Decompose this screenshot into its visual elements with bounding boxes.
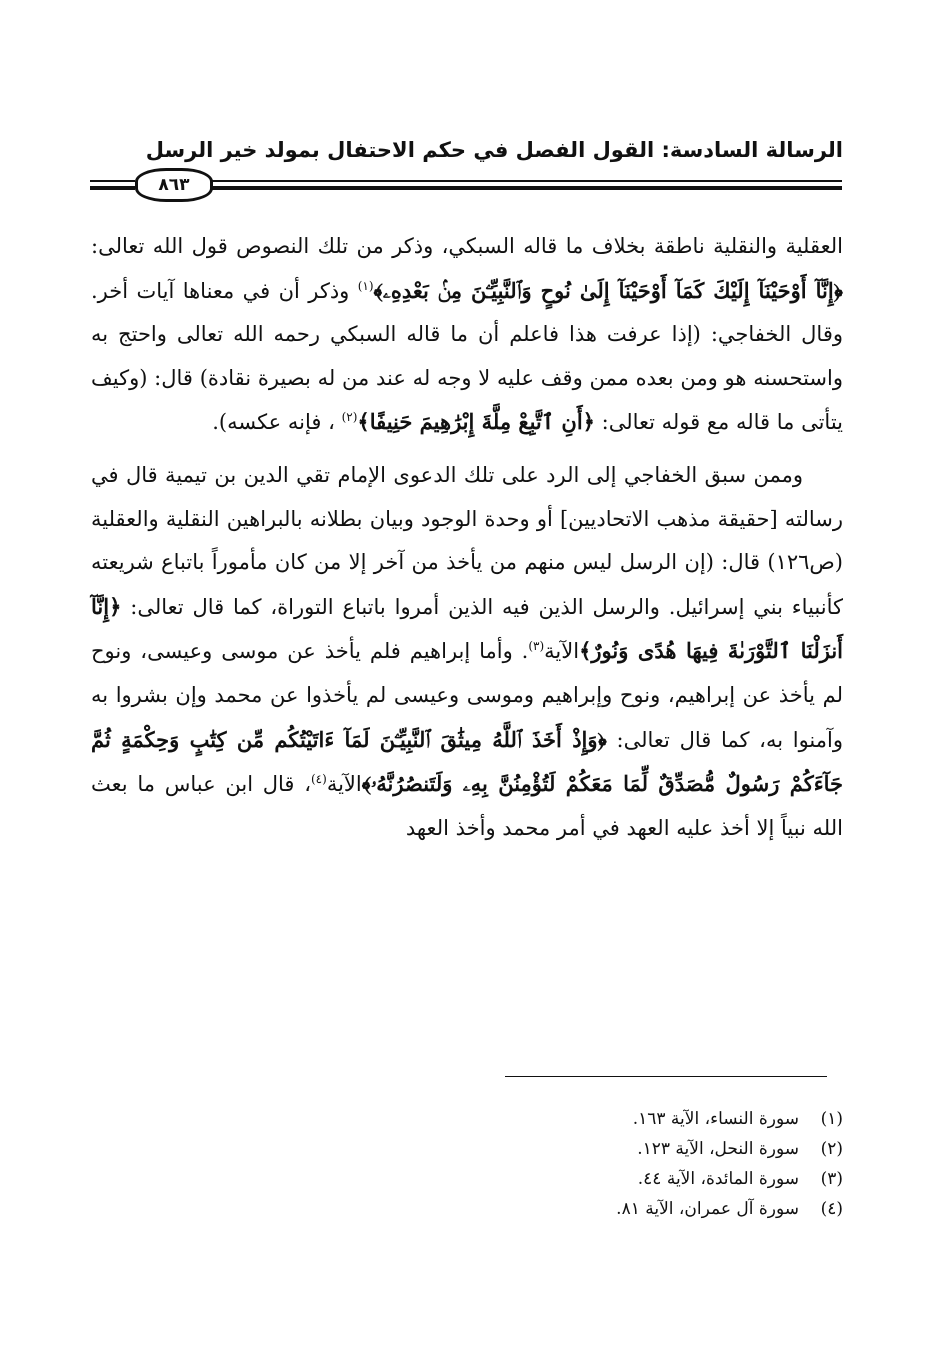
footnote-text: سورة النساء، الآية ١٦٣. xyxy=(632,1109,799,1129)
footnote-number: (٤) xyxy=(820,1199,843,1219)
p1-text-b: وذكر أن في معناها آيات أخر. وقال الخفاجي: (إذا عرفت هذا فاعلم أن ما قاله السبكي رحمه الله تعالى واحتج به واستحسنه هو ومن بعده ممن وقف عليه لا وجه له عند من له بصيرة نقادة) قال: (وكيف يتأتى ما قاله مع قوله تعالى: xyxy=(91,278,843,435)
footnote-number: (١) xyxy=(820,1109,843,1129)
footnote-number: (٣) xyxy=(820,1169,843,1189)
p2-text-e: الآية xyxy=(326,772,362,797)
paragraph-2 xyxy=(91,454,843,850)
footnote-item xyxy=(243,1194,843,1224)
footnote-text: سورة المائدة، الآية ٤٤. xyxy=(637,1169,799,1189)
footnote-ref-3[interactable]: (٣) xyxy=(528,639,545,654)
running-header-title: الرسالة السادسة: القول الفصل في حكم الاحتفال بمولد خير الرسل xyxy=(145,138,843,162)
quran-quote-1: ﴿إِنَّآ أَوْحَيْنَآ إِلَيْكَ كَمَآ أَوْحَيْنَآ إِلَىٰ نُوحٍ وَٱلنَّبِيِّـۧنَ مِنۢ بَعْدِهِۦ﴾ xyxy=(373,277,843,303)
p2-text-a: وممن سبق الخفاجي إلى الرد على تلك الدعوى الإمام تقي الدين بن تيمية قال في رسالته [حقيقة مذهب الاتحاديين] أو وحدة الوجود وبيان بطلانه بالبراهين النقلية والعقلية (ص١٢٦) قال: (إن الرسل ليس منهم من يأخذ من آخر إلا من كان مأموراً باتباع شريعته كأنبياء بني إسرائيل. والرسل الذين فيه الذين أمروا باتباع التوراة، كما قال تعالى: xyxy=(91,462,843,619)
footnote-ref-1[interactable]: (١) xyxy=(357,278,374,293)
page-number: ٨٦٣ xyxy=(135,168,213,202)
p2-text-f: ، قال ابن عباس ما بعث الله نبياً إلا أخذ عليه العهد في أمر محمد وأخذ العهد xyxy=(91,772,843,840)
footnote-item xyxy=(243,1104,843,1134)
quran-quote-4: ﴿وَإِذْ أَخَذَ ٱللَّهُ مِيثَٰقَ ٱلنَّبِيِّـۧنَ لَمَآ ءَاتَيْتُكُم مِّن كِتَٰبٍ وَحِكْمَةٍ ثُمَّ جَآءَكُمْ رَسُولٌ مُّصَدِّقٌ لِّمَا مَعَكُمْ لَتُؤْمِنُنَّ بِهِۦ وَلَتَنصُرُنَّهُۥ﴾ xyxy=(91,726,843,797)
p2-text-d: . وأما إبراهيم فلم يأخذ عن موسى وعيسى، ونوح لم يأخذ عن إبراهيم، ونوح وإبراهيم وموسى وعيسى لم يأخذوا عن محمد وإن بشروا به وآمنوا به، كما قال تعالى: xyxy=(91,639,843,752)
quran-quote-2: ﴿أَنِ ٱتَّبِعْ مِلَّةَ إِبْرَٰهِيمَ حَنِيفًا﴾ xyxy=(357,409,595,435)
footnote-separator xyxy=(505,1076,827,1077)
p1-text-a: العقلية والنقلية ناطقة بخلاف ما قاله السبكي، وذكر من تلك النصوص قول الله تعالى: xyxy=(91,234,843,258)
main-body-text xyxy=(91,225,843,850)
p2-text-c: الآية xyxy=(544,639,580,664)
footnote-ref-4[interactable]: (٤) xyxy=(310,772,327,787)
footnote-ref-2[interactable]: (٢) xyxy=(341,410,358,425)
footnote-text: سورة آل عمران، الآية ٨١. xyxy=(616,1199,799,1219)
footnote-number: (٢) xyxy=(820,1139,843,1159)
footnote-item xyxy=(243,1134,843,1164)
paragraph-1 xyxy=(91,225,843,445)
p1-text-c: ، فإنه عكسه). xyxy=(212,410,335,435)
footnote-item xyxy=(243,1164,843,1194)
quran-quote-3: ﴿إِنَّآ أَنزَلْنَا ٱلتَّوْرَىٰةَ فِيهَا هُدًى وَنُورٌ﴾ xyxy=(91,593,843,664)
footnotes-list xyxy=(243,1104,843,1224)
footnote-text: سورة النحل، الآية ١٢٣. xyxy=(637,1139,799,1159)
